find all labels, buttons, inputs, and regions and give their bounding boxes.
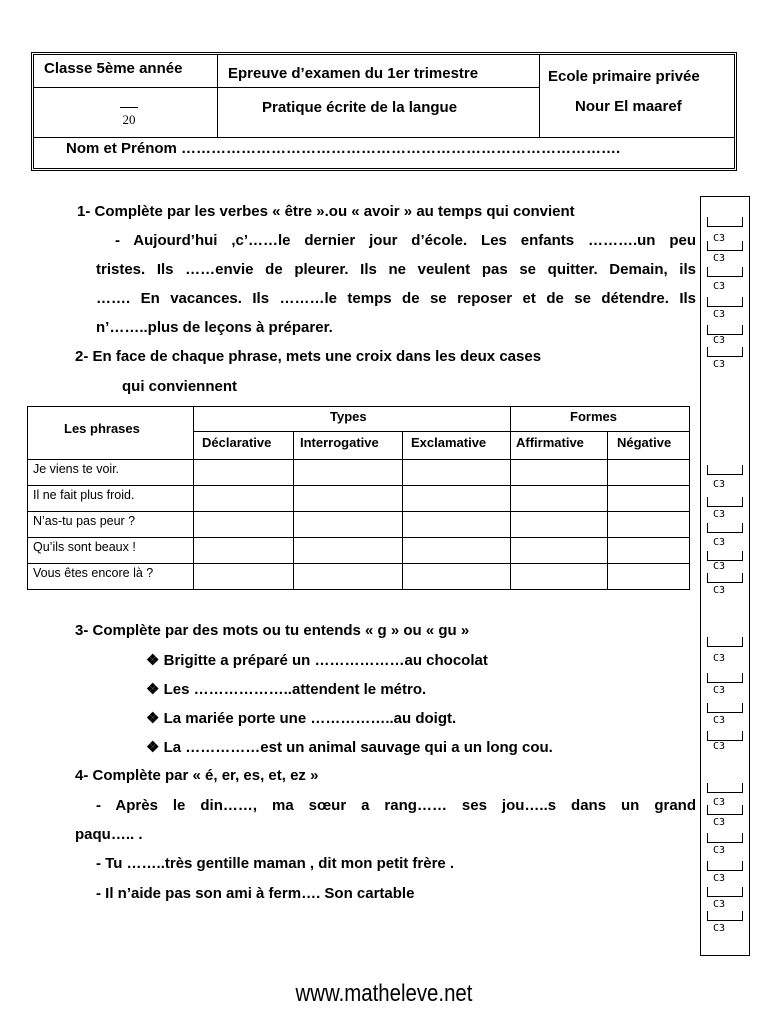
- table-row-label: Je viens te voir.: [33, 462, 120, 476]
- criterion-label: C3: [713, 253, 726, 264]
- table-row-label: Il ne fait plus froid.: [33, 488, 135, 502]
- ex4-line: paqu….. .: [75, 826, 143, 843]
- ex4-line: - Après le din……, ma sœur a rang…… ses jou…..s dans un grand: [96, 797, 696, 814]
- subject-title: Pratique écrite de la langue: [262, 99, 458, 116]
- ex4-line: - Il n’aide pas son ami à ferm…. Son cartable: [96, 885, 415, 902]
- ex1-line: n’……..plus de leçons à préparer.: [96, 319, 333, 336]
- criterion-label: C3: [713, 281, 726, 292]
- list-item: ❖ La mariée porte une ……………..au doigt.: [146, 710, 457, 727]
- criterion-label: C3: [713, 335, 726, 346]
- list-item: ❖ La ……………est un animal sauvage qui a un long cou.: [146, 739, 553, 756]
- name-field: Nom et Prénom …………………………………………………………………………….: [66, 140, 621, 157]
- ex1-title: 1- Complète par les verbes « être ».ou « avoir » au temps qui convient: [77, 203, 575, 220]
- bullet-icon: ❖: [146, 710, 160, 727]
- website-footer: www.matheleve.net: [295, 980, 473, 1007]
- criterion-label: C3: [713, 715, 726, 726]
- score-box: [114, 107, 144, 128]
- col-header: Interrogative: [300, 435, 379, 450]
- table-row-label: N’as-tu pas peur ?: [33, 514, 136, 528]
- school-type: Ecole primaire privée: [548, 68, 700, 85]
- header-divider: [539, 55, 540, 137]
- col-header: Négative: [617, 435, 672, 450]
- criterion-label: C3: [713, 923, 726, 934]
- criterion-label: C3: [713, 359, 726, 370]
- ex2-title: 2- En face de chaque phrase, mets une croix dans les deux cases: [75, 348, 542, 365]
- ex1-line: - Aujourd’hui ,c’……le dernier jour d’école. Les enfants ……….un peu: [115, 232, 696, 249]
- criterion-label: C3: [713, 685, 726, 696]
- bullet-icon: ❖: [146, 681, 160, 698]
- col-header: Affirmative: [516, 435, 584, 450]
- ex3-title: 3- Complète par des mots ou tu entends « g » ou « gu »: [75, 622, 470, 639]
- ex4-title: 4- Complète par « é, er, es, et, ez »: [75, 767, 319, 784]
- class-label: Classe 5ème année: [44, 60, 183, 77]
- header-divider: [34, 87, 217, 88]
- criterion-label: C3: [713, 845, 726, 856]
- criterion-label: C3: [713, 233, 726, 244]
- header-divider: [217, 87, 539, 88]
- criterion-label: C3: [713, 537, 726, 548]
- grading-margin: [700, 196, 750, 956]
- criterion-label: C3: [713, 309, 726, 320]
- criterion-label: C3: [713, 873, 726, 884]
- criterion-label: C3: [713, 797, 726, 808]
- bullet-icon: ❖: [146, 652, 160, 669]
- ex2-title-cont: qui conviennent: [122, 378, 238, 395]
- criterion-label: C3: [713, 817, 726, 828]
- ex1-line: tristes. Ils ……envie de pleurer. Ils ne veulent pas se quitter. Demain, ils: [96, 261, 696, 278]
- list-item: ❖ Brigitte a préparé un ………………au chocolat: [146, 652, 488, 669]
- group-formes: Formes: [570, 409, 617, 424]
- table-row-label: Qu’ils sont beaux !: [33, 540, 136, 554]
- criterion-label: C3: [713, 899, 726, 910]
- col-header: Exclamative: [411, 435, 487, 450]
- criterion-label: C3: [713, 561, 726, 572]
- header-divider: [34, 137, 734, 138]
- criterion-label: C3: [713, 585, 726, 596]
- school-name: Nour El maaref: [575, 98, 682, 115]
- criterion-label: C3: [713, 653, 726, 664]
- col-phrases: Les phrases: [64, 421, 140, 436]
- header-box: [31, 52, 737, 171]
- col-header: Déclarative: [202, 435, 272, 450]
- header-divider: [217, 55, 218, 137]
- ex1-line: ……. En vacances. Ils ………le temps de se reposer et de se détendre. Ils: [96, 290, 696, 307]
- sentence-table: [27, 406, 690, 590]
- criterion-label: C3: [713, 479, 726, 490]
- criterion-label: C3: [713, 509, 726, 520]
- score-denominator: 20: [122, 112, 136, 127]
- bullet-icon: ❖: [146, 739, 160, 756]
- group-types: Types: [330, 409, 367, 424]
- exam-title: Epreuve d’examen du 1er trimestre: [228, 65, 479, 82]
- criterion-label: C3: [713, 741, 726, 752]
- list-item: ❖ Les ………………..attendent le métro.: [146, 681, 427, 698]
- ex4-line: - Tu ……..très gentille maman , dit mon petit frère .: [96, 855, 455, 872]
- table-row-label: Vous êtes encore là ?: [33, 566, 154, 580]
